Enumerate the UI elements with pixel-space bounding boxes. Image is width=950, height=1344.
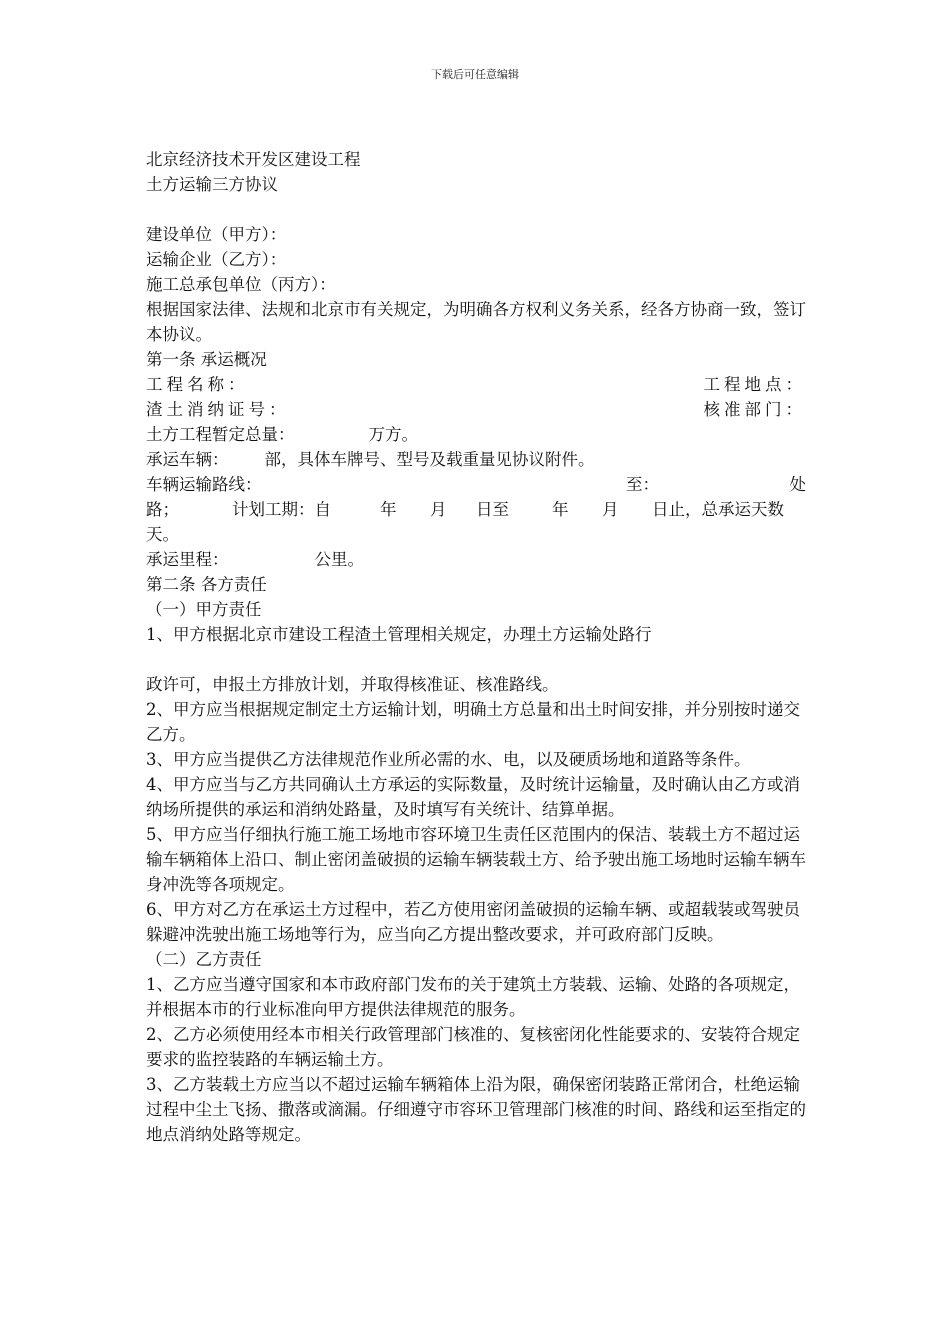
article2-heading: 第二条 各方责任 — [146, 575, 267, 594]
document-body — [146, 147, 806, 1147]
page-header-note: 下载后可任意编辑 — [431, 68, 519, 81]
project-name-label: 工程名称： — [146, 375, 249, 394]
document-title-line2: 土方运输三方协议 — [146, 175, 278, 194]
section-a-item2: 2、甲方应当根据规定制定土方运输计划，明确土方总量和出土时间安排，并分别按时递交乙方。 — [146, 700, 800, 744]
route-disposal-label: 处 — [789, 475, 806, 494]
month-start-label: 月 — [430, 500, 447, 519]
days-unit: 天。 — [146, 525, 179, 544]
total-volume-unit: 万方。 — [368, 425, 418, 444]
mileage-row — [146, 547, 806, 572]
day-to-label: 日至 — [476, 500, 509, 519]
blank-line — [146, 197, 806, 222]
plan-period-label: 计划工期：自 — [232, 500, 331, 519]
party-b-label: 运输企业（乙方）： — [146, 250, 287, 269]
vehicles-text: 部，具体车牌号、型号及载重量见协议附件。 — [264, 450, 595, 469]
intro-paragraph: 根据国家法律、法规和北京市有关规定，为明确各方权利义务关系，经各方协商一致，签订本协议。 — [146, 300, 806, 344]
route-row — [146, 472, 806, 497]
permit-no-label: 渣土消纳证号： — [146, 400, 290, 419]
approval-dept-label: 核准部门： — [703, 400, 806, 419]
document-title-line1: 北京经济技术开发区建设工程 — [146, 150, 361, 169]
plan-period-row — [146, 497, 806, 522]
mileage-unit: 公里。 — [314, 550, 364, 569]
section-a-heading: （一）甲方责任 — [146, 600, 262, 619]
section-a-item4: 4、甲方应当与乙方共同确认土方承运的实际数量，及时统计运输量，及时确认由乙方或消纳场所提供的承运和消纳处路量，及时填写有关统计、结算单据。 — [146, 775, 800, 819]
total-volume-row — [146, 422, 806, 447]
party-a-label: 建设单位（甲方）： — [146, 225, 287, 244]
project-location-label: 工程地点： — [703, 375, 806, 394]
total-volume-label: 土方工程暂定总量： — [146, 425, 295, 444]
route-label: 车辆运输路线： — [146, 475, 262, 494]
month-end-label: 月 — [602, 500, 619, 519]
vehicles-label: 承运车辆： — [146, 450, 229, 469]
section-a-item1-part2: 政许可，申报土方排放计划，并取得核准证、核准路线。 — [146, 675, 559, 694]
section-b-item1: 1、乙方应当遵守国家和本市政府部门发布的关于建筑土方装载、运输、处路的各项规定，并根据本市的行业标准向甲方提供法律规范的服务。 — [146, 975, 800, 1019]
section-b-item3: 3、乙方装载土方应当以不超过运输车辆箱体上沿为限，确保密闭装路正常闭合，杜绝运输过程中尘土飞扬、撒落或滴漏。仔细遵守市容环卫管理部门核准的时间、路线和运至指定的地点消纳处路等规定。 — [146, 1075, 806, 1144]
section-b-item2: 2、乙方必须使用经本市相关行政管理部门核准的、复核密闭化性能要求的、安装符合规定要求的监控装路的车辆运输土方。 — [146, 1025, 800, 1069]
section-a-item3: 3、甲方应当提供乙方法律规范作业所必需的水、电，以及硬质场地和道路等条件。 — [146, 750, 751, 769]
vehicles-row — [146, 447, 806, 472]
route-road-label: 路； — [146, 500, 179, 519]
section-a-item1-part1: 1、甲方根据北京市建设工程渣土管理相关规定，办理土方运输处路行 — [146, 625, 652, 644]
day-end-label: 日止，总承运天数 — [652, 500, 784, 519]
article1-heading: 第一条 承运概况 — [146, 350, 267, 369]
blank-line — [146, 647, 806, 672]
section-a-item5: 5、甲方应当仔细执行施工施工场地市容环境卫生责任区范围内的保洁、装载土方不超过运输车辆箱体上沿口、制止密闭盖破损的运输车辆装载土方、给予驶出施工场地时运输车辆车身冲洗等各项规定。 — [146, 825, 806, 894]
mileage-label: 承运里程： — [146, 550, 229, 569]
project-name-row — [146, 372, 806, 397]
route-to-label: 至： — [626, 475, 659, 494]
year-end-label: 年 — [552, 500, 569, 519]
party-c-label: 施工总承包单位（丙方）： — [146, 275, 336, 294]
year-start-label: 年 — [380, 500, 397, 519]
permit-row — [146, 397, 806, 422]
section-a-item6: 6、甲方对乙方在承运土方过程中，若乙方使用密闭盖破损的运输车辆、或超载装或驾驶员躲避冲洗驶出施工场地等行为，应当向乙方提出整改要求，并可政府部门反映。 — [146, 900, 800, 944]
section-b-heading: （二）乙方责任 — [146, 950, 262, 969]
